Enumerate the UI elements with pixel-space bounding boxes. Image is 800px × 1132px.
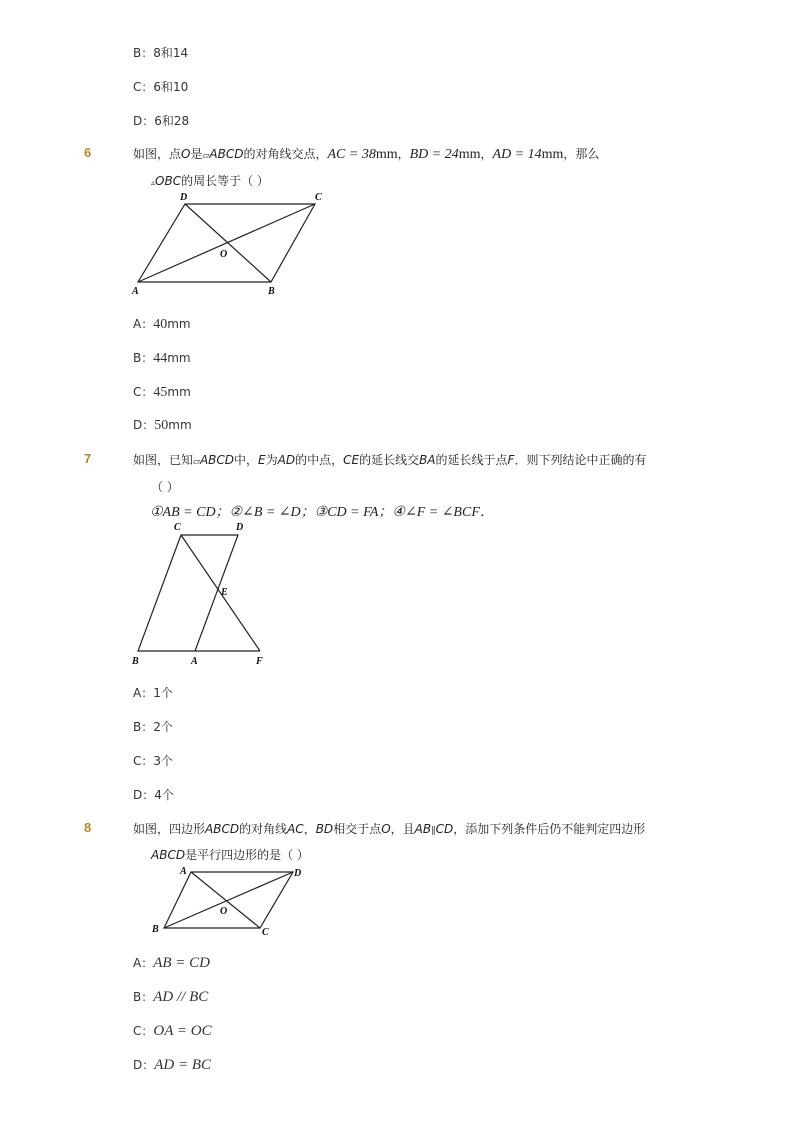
option-label: B： — [133, 351, 154, 365]
label-c: C — [174, 522, 181, 533]
label-o: O — [220, 906, 228, 917]
math-expr: AD = 14 — [492, 147, 542, 162]
triangle-symbol: ▵ — [151, 178, 156, 187]
option-text: 3个 — [153, 754, 174, 768]
option-value: 44 — [153, 351, 168, 366]
stem-var: ABCD — [151, 848, 186, 862]
option-unit: mm — [168, 418, 192, 432]
stem-text: ，那么 — [563, 147, 600, 161]
option-label: D： — [133, 788, 155, 802]
option-unit: mm — [167, 351, 191, 365]
q7-statements: ①AB = CD；②∠B = ∠D；③CD = FA；④∠F = ∠BCF． — [150, 505, 494, 520]
stem-var: F — [507, 453, 515, 467]
stem-text: ．则下列结论中正确的有 — [514, 453, 647, 467]
q8-option-a[interactable] — [133, 954, 210, 972]
stem-text: 的中点， — [295, 453, 344, 467]
diagonal-bd — [185, 204, 271, 282]
stem-text: ， — [397, 147, 410, 161]
option-value: 40 — [153, 317, 168, 332]
stem-text: ， — [303, 822, 316, 836]
option-label: D： — [133, 114, 155, 128]
math-expr: BD = 24 — [409, 147, 459, 162]
q7-parallelogram-figure — [128, 518, 278, 670]
q5-option-b[interactable] — [133, 44, 188, 61]
q7-stem-line2: （ ） — [151, 480, 179, 494]
parallelogram-symbol: ▱ — [202, 151, 210, 161]
stem-var: E — [258, 453, 266, 467]
stem-var: O — [181, 147, 191, 161]
stem-var: CD — [435, 822, 454, 836]
label-b: B — [268, 286, 275, 297]
option-label: A： — [133, 956, 154, 970]
stem-var: O — [381, 822, 391, 836]
q6-option-a[interactable] — [133, 315, 191, 333]
stem-var: BD — [315, 822, 334, 836]
option-text: 6和28 — [154, 114, 190, 128]
stem-text: ， — [480, 147, 493, 161]
q8-option-b[interactable] — [133, 988, 208, 1006]
q6-option-b[interactable] — [133, 349, 191, 367]
q6-option-d[interactable] — [133, 416, 192, 434]
stem-text: 是平行四边形的是（ ） — [185, 848, 309, 862]
stem-text: ，且 — [390, 822, 415, 836]
q6-stem-line2 — [151, 172, 269, 189]
stem-var: ABCD — [209, 147, 244, 161]
stem-text: 如图，四边形 — [133, 822, 206, 836]
label-b: B — [132, 656, 139, 667]
option-label: C： — [133, 80, 154, 94]
option-label: A： — [133, 686, 154, 700]
stem-text: 如图，已知 — [133, 453, 194, 467]
math-unit: mm — [375, 147, 398, 162]
stem-var: BA — [419, 453, 436, 467]
label-a: A — [132, 286, 139, 297]
question-number: 6 — [84, 145, 92, 160]
option-expr: AB = CD — [153, 955, 211, 971]
option-text: 2个 — [153, 720, 173, 734]
label-c: C — [262, 927, 269, 938]
q8-stem-line1 — [133, 820, 645, 837]
option-text: 8和14 — [153, 46, 189, 60]
option-value: 50 — [154, 418, 169, 433]
parallelogram-symbol: ▱ — [193, 457, 200, 467]
stem-text: 的对角线交点， — [243, 147, 328, 161]
question-number: 7 — [84, 451, 92, 466]
option-label: A： — [133, 317, 154, 331]
q7-option-a[interactable] — [133, 684, 173, 701]
label-c: C — [315, 192, 322, 203]
q6-stem-line1 — [133, 145, 599, 163]
option-unit: mm — [167, 385, 191, 399]
option-label: C： — [133, 1024, 154, 1038]
stem-text: 为 — [265, 453, 278, 467]
stem-text: 中， — [234, 453, 259, 467]
math-unit: mm — [458, 147, 481, 162]
math-unit: mm — [541, 147, 564, 162]
q5-option-c[interactable] — [133, 78, 188, 95]
q7-stem-line1 — [133, 451, 646, 468]
option-value: 45 — [153, 385, 168, 400]
stem-text: ，添加下列条件后仍不能判定四边形 — [453, 822, 646, 836]
q6-parallelogram-figure — [128, 188, 333, 298]
q8-quadrilateral-figure — [148, 862, 308, 940]
option-expr: AD = BC — [154, 1057, 212, 1073]
option-label: B： — [133, 46, 154, 60]
label-a: A — [180, 866, 187, 877]
stem-var: AD — [277, 453, 296, 467]
q6-option-c[interactable] — [133, 383, 191, 401]
option-expr: OA = OC — [153, 1023, 212, 1039]
stem-text: 的延长线交 — [359, 453, 420, 467]
label-f: F — [256, 656, 263, 667]
q7-option-b[interactable] — [133, 718, 173, 735]
q5-option-d[interactable] — [133, 112, 189, 129]
option-label: C： — [133, 385, 154, 399]
stem-text: 是 — [190, 147, 203, 161]
option-unit: mm — [167, 317, 191, 331]
label-d: D — [236, 522, 244, 533]
option-label: D： — [133, 1058, 155, 1072]
stem-text: 如图，点 — [133, 147, 182, 161]
option-text: 6和10 — [153, 80, 189, 94]
stem-var: AC — [287, 822, 304, 836]
stem-text: 的周长等于（ ） — [181, 174, 269, 188]
diagonal-ac — [138, 204, 315, 282]
stem-var: CE — [343, 453, 360, 467]
option-label: B： — [133, 990, 154, 1004]
stem-text: 相交于点 — [333, 822, 382, 836]
stem-var: OBC — [155, 174, 182, 188]
math-expr: AC = 38 — [327, 147, 376, 162]
q8-option-c[interactable] — [133, 1022, 212, 1040]
option-label: C： — [133, 754, 154, 768]
diagonal-ac — [191, 872, 260, 928]
stem-text: 的延长线于点 — [435, 453, 508, 467]
q8-option-d[interactable] — [133, 1056, 211, 1074]
label-e: E — [221, 587, 228, 598]
stem-var: ABCD — [199, 453, 234, 467]
stem-var: ABCD — [205, 822, 240, 836]
option-text: 4个 — [154, 788, 174, 802]
option-expr: AD // BC — [153, 989, 209, 1005]
option-label: B： — [133, 720, 154, 734]
q8-stem-line2 — [151, 846, 309, 863]
label-b: B — [152, 924, 159, 935]
question-number: 8 — [84, 820, 92, 835]
q7-option-d[interactable] — [133, 786, 174, 803]
label-o: O — [220, 249, 228, 260]
parallel-symbol: ∥ — [431, 826, 436, 836]
option-text: 1个 — [153, 686, 173, 700]
diagonal-bd — [164, 872, 293, 928]
label-a: A — [191, 656, 198, 667]
q7-option-c[interactable] — [133, 752, 173, 769]
label-d: D — [294, 868, 302, 879]
label-d: D — [180, 192, 188, 203]
option-label: D： — [133, 418, 155, 432]
stem-var: AB — [414, 822, 432, 836]
stem-text: 的对角线 — [239, 822, 288, 836]
